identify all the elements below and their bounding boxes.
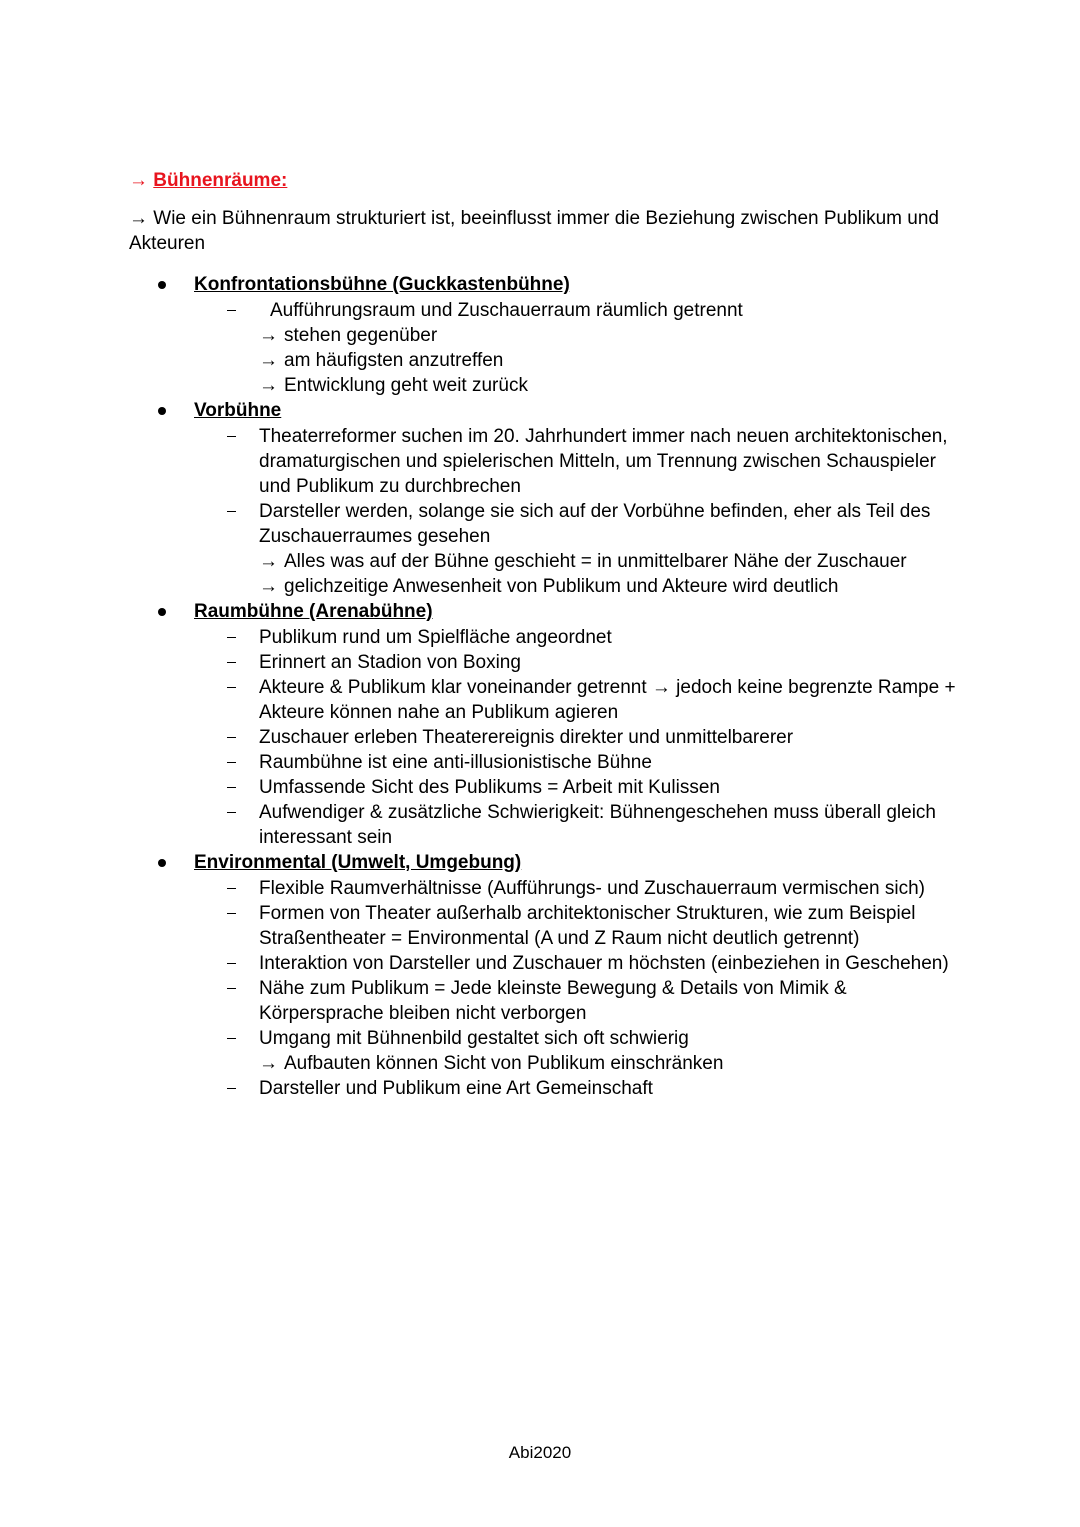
- list-item: [0, 750, 959, 775]
- dash-icon: [227, 787, 236, 788]
- dash-icon: [227, 913, 236, 914]
- dash-icon: [227, 436, 236, 437]
- list-item: [0, 424, 959, 499]
- list-item: [0, 1076, 959, 1101]
- sub-item-text: gelichzeitige Anwesenheit von Publikum und Akteure wird deutlich: [284, 576, 839, 597]
- list-item: [0, 625, 959, 650]
- list-item-text: Umfassende Sicht des Publikums = Arbeit mit Kulissen: [259, 777, 720, 798]
- list-item-text: Aufwendiger & zusätzliche Schwierigkeit: Bühnengeschehen muss überall gleich interessant sein: [259, 802, 936, 848]
- sub-item: [259, 549, 959, 574]
- list-item-text: Raumbühne ist eine anti-illusionistische Bühne: [259, 752, 652, 773]
- list-item: [0, 901, 959, 951]
- section: [0, 398, 1080, 599]
- arrow-icon: →: [259, 350, 278, 371]
- sub-item: [259, 323, 970, 348]
- list-item-text: Interaktion von Darsteller und Zuschauer m höchsten (einbeziehen in Geschehen): [259, 953, 949, 974]
- dash-icon: [227, 988, 236, 989]
- sub-item: [259, 574, 959, 599]
- section: [0, 272, 1080, 398]
- list-item: [0, 650, 959, 675]
- list-item-text: Darsteller werden, solange sie sich auf der Vorbühne befinden, eher als Teil des Zuschauerraumes gesehen: [259, 501, 931, 547]
- dash-icon: [227, 662, 236, 663]
- page-footer: Abi2020: [508, 1443, 572, 1462]
- section-title: Raumbühne (Arenabühne): [194, 601, 433, 622]
- list-item: [0, 675, 959, 725]
- sub-item: [259, 373, 970, 398]
- section-heading: [0, 850, 1080, 876]
- dash-icon: [227, 310, 236, 311]
- bullet-icon: [158, 407, 166, 415]
- section-heading: [0, 398, 1080, 424]
- dash-icon: [227, 511, 236, 512]
- list-item: [0, 976, 959, 1026]
- section: [0, 599, 1080, 850]
- dash-icon: [227, 963, 236, 964]
- sub-item-text: stehen gegenüber: [284, 325, 438, 346]
- arrow-icon: →: [259, 1053, 278, 1074]
- section-title: Konfrontationsbühne (Guckkastenbühne): [194, 274, 570, 295]
- list-item-text: Nähe zum Publikum = Jede kleinste Bewegung & Details von Mimik & Körpersprache bleiben nicht verborgen: [259, 978, 847, 1024]
- list-item-text: Darsteller und Publikum eine Art Gemeinschaft: [259, 1078, 653, 1099]
- section-heading: [0, 599, 1080, 625]
- sub-item: [259, 1051, 959, 1076]
- bullet-icon: [158, 281, 166, 289]
- list-item: [0, 951, 959, 976]
- sub-item-text: Entwicklung geht weit zurück: [284, 375, 528, 396]
- section-title: Vorbühne: [194, 400, 282, 421]
- bullet-icon: [158, 608, 166, 616]
- list-item: [0, 499, 959, 599]
- section-title: Environmental (Umwelt, Umgebung): [194, 852, 522, 873]
- bullet-icon: [158, 859, 166, 867]
- list-item-text: Zuschauer erleben Theaterereignis direkter und unmittelbarerer: [259, 727, 794, 748]
- dash-icon: [227, 812, 236, 813]
- list-item-text: Publikum rund um Spielfläche angeordnet: [259, 627, 612, 648]
- list-item: [0, 1026, 959, 1076]
- sub-item: [259, 348, 970, 373]
- sub-item-text: Alles was auf der Bühne geschieht = in unmittelbarer Nähe der Zuschauer: [284, 551, 907, 572]
- list-item-text: Umgang mit Bühnenbild gestaltet sich oft schwierig: [259, 1028, 689, 1049]
- list-item-text: Aufführungsraum und Zuschauerraum räumlich getrennt: [270, 300, 743, 321]
- section-list: [0, 272, 1080, 1101]
- list-item: [0, 876, 959, 901]
- list-item-text: Akteure & Publikum klar voneinander getrennt → jedoch keine begrenzte Rampe + Akteure können nahe an Publikum agieren: [259, 677, 956, 723]
- arrow-icon: →: [129, 208, 154, 229]
- dash-icon: [227, 687, 236, 688]
- sub-item-text: am häufigsten anzutreffen: [284, 350, 504, 371]
- intro-paragraph: → Wie ein Bühnenraum strukturiert ist, beeinflusst immer die Beziehung zwischen Publikum und Akteuren: [129, 208, 939, 254]
- dash-icon: [227, 1038, 236, 1039]
- list-item: [0, 800, 959, 850]
- dash-icon: [227, 737, 236, 738]
- page-title: → Bühnenräume:: [129, 170, 288, 191]
- arrow-icon: →: [129, 170, 154, 191]
- dash-icon: [227, 1088, 236, 1089]
- dash-icon: [227, 888, 236, 889]
- list-item: [0, 775, 959, 800]
- list-item: [0, 725, 959, 750]
- section: [0, 850, 1080, 1101]
- list-item-text: Erinnert an Stadion von Boxing: [259, 652, 521, 673]
- arrow-icon: →: [259, 551, 278, 572]
- arrow-icon: →: [259, 325, 278, 346]
- arrow-icon: →: [259, 576, 278, 597]
- arrow-icon: →: [259, 375, 278, 396]
- sub-item-text: Aufbauten können Sicht von Publikum einschränken: [284, 1053, 724, 1074]
- list-item-text: Flexible Raumverhältnisse (Aufführungs- und Zuschauerraum vermischen sich): [259, 878, 925, 899]
- list-item-text: Formen von Theater außerhalb architektonischer Strukturen, wie zum Beispiel Straßentheater = Environmental (A und Z Raum nicht deutlich getrennt): [259, 903, 916, 949]
- dash-icon: [227, 762, 236, 763]
- list-item-text: Theaterreformer suchen im 20. Jahrhundert immer nach neuen architektonischen, dramaturgischen und spielerischen Mitteln, um Trennung zwischen Schauspieler und Publikum zu durchbrechen: [259, 426, 948, 497]
- dash-icon: [227, 637, 236, 638]
- section-heading: [0, 272, 1080, 298]
- list-item: [0, 298, 970, 398]
